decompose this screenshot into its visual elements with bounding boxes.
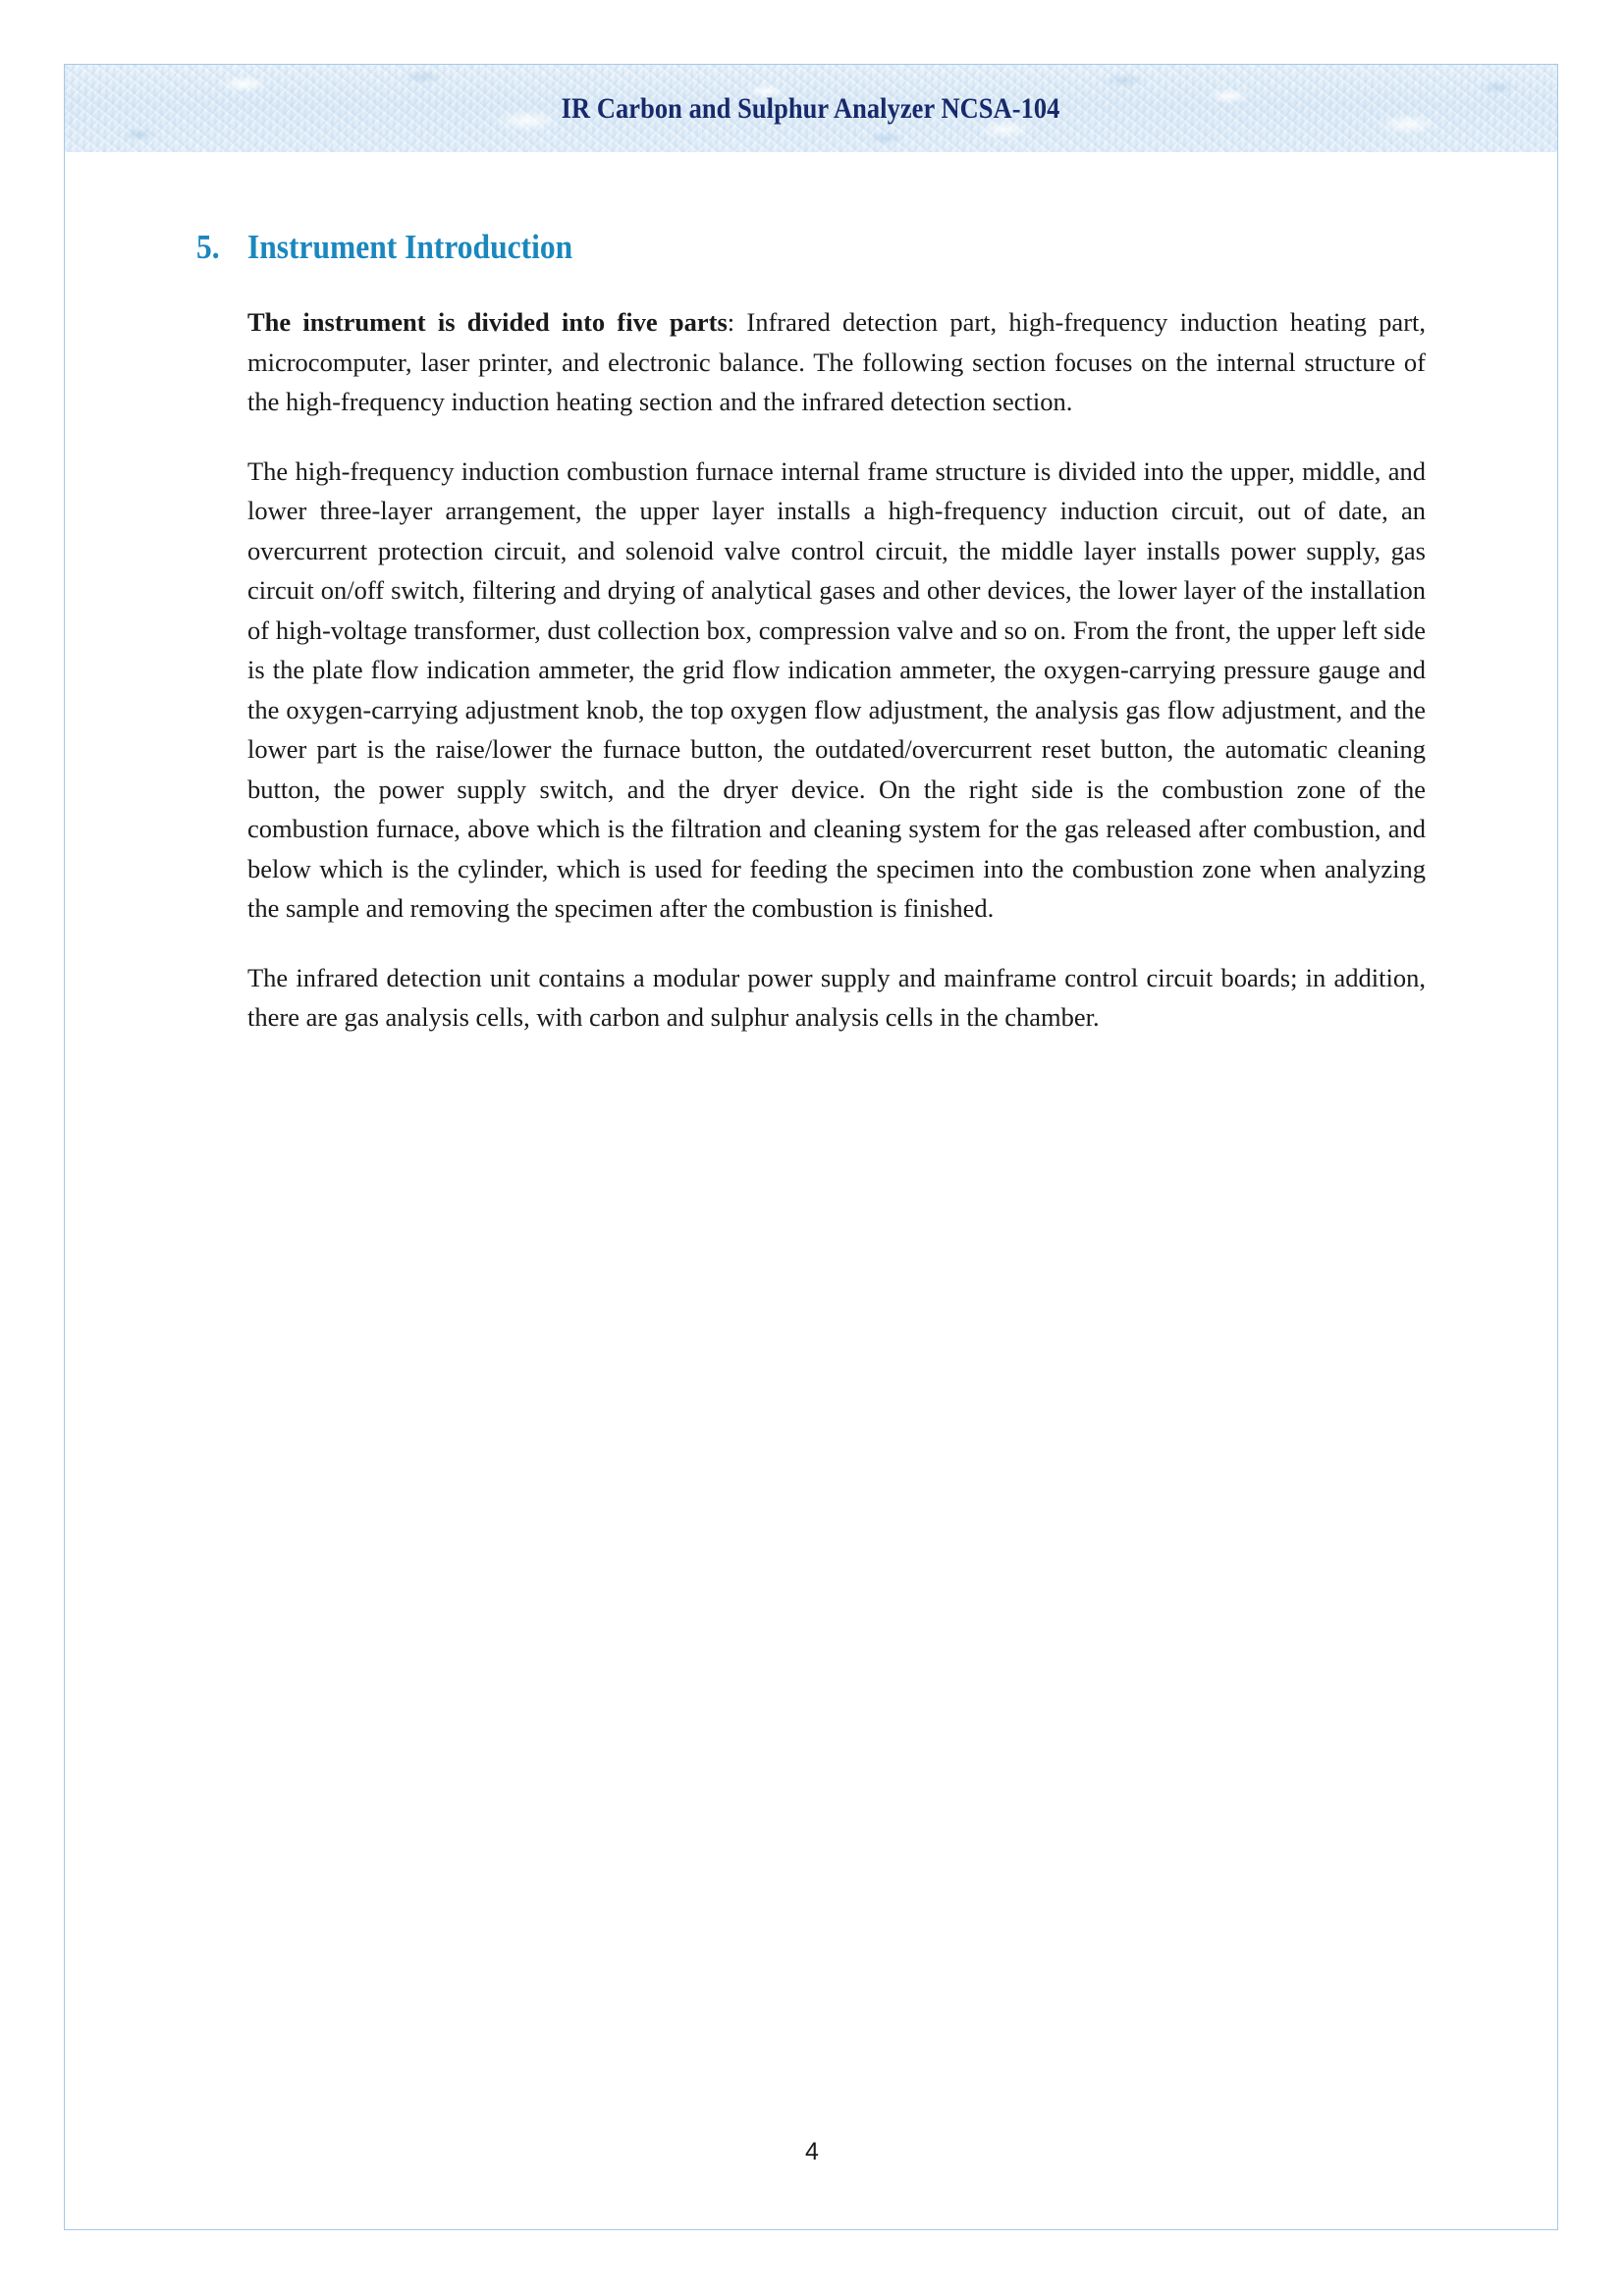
paragraph-1-body: : Infrared detection part, high-frequency induction heating part, microcomputer, laser printer, and electronic balance. The following section focuses on the internal structure of the high-frequency induction heating section and the infrared detection section.	[247, 307, 1427, 417]
section-number: 5.	[196, 228, 220, 266]
page-content	[196, 228, 1426, 1038]
document-header-title: IR Carbon and Sulphur Analyzer NCSA-104	[562, 91, 1060, 125]
page-number: 4	[805, 2138, 819, 2165]
paragraph-3: The infrared detection unit contains a modular power supply and mainframe control circuit boards; in addition, there are gas analysis cells, with carbon and sulphur analysis cells in the chamber.	[247, 962, 1426, 1033]
section-heading	[196, 228, 1426, 267]
document-header-band	[65, 65, 1557, 152]
paragraph-1	[247, 302, 1426, 422]
body-text-block	[247, 302, 1426, 1038]
section-title: Instrument Introduction	[247, 228, 573, 266]
paragraph-2: The high-frequency induction combustion furnace internal frame structure is divided into the upper, middle, and lower three-layer arrangement, the upper layer installs a high-frequency induction circuit, out of date, an overcurrent protection circuit, and solenoid valve control circuit, the middle layer installs power supply, gas circuit on/off switch, filtering and drying of analytical gases and other devices, the lower layer of the installation of high-voltage transformer, dust collection box, compression valve and so on. From the front, the upper left side is the plate flow indication ammeter, the grid flow indication ammeter, the oxygen-carrying pressure gauge and the oxygen-carrying adjustment knob, the top oxygen flow adjustment, the analysis gas flow adjustment, and the lower part is the raise/lower the furnace button, the outdated/overcurrent reset button, the automatic cleaning button, the power supply switch, and the dryer device. On the right side is the combustion zone of the combustion furnace, above which is the filtration and cleaning system for the gas released after combustion, and below which is the cylinder, which is used for feeding the specimen into the combustion zone when analyzing the sample and removing the specimen after the combustion is finished.	[247, 455, 1426, 924]
paragraph-1-lead: The instrument is divided into five parts	[247, 307, 728, 338]
